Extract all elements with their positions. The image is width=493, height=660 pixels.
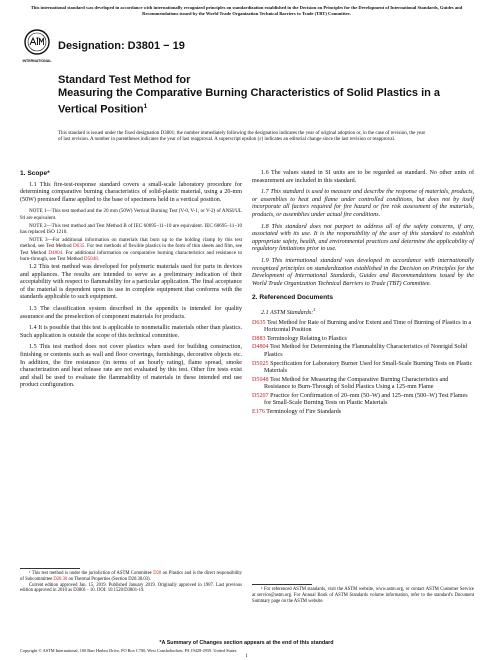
footnote-1-text-c: on Thermal Properties (Section D20.30.03). — [67, 576, 151, 582]
para-1-2: 1.2 This test method was developed for polymeric materials used for parts in devices and appliances. The results are intended to serve as a preliminary indication of their acceptability with respect to flammability for a particular application. The final acceptance of the material is dependent upon its use in complete equipment that conforms with the standards applicable to such equipment. — [20, 264, 242, 301]
para-1-1: 1.1 This fire-test-response standard covers a small-scale laboratory procedure for determining comparative burning characteristics of solid-plastic material, using a 20-mm (50W) premixed flame applied to the base of specimens held in a vertical position. — [20, 181, 242, 203]
link-d635[interactable]: D635 — [72, 243, 85, 250]
reference-code-link[interactable]: D4804 — [252, 344, 269, 351]
reference-code-link[interactable]: D5025 — [252, 360, 269, 367]
footnote-1-text-b: on Plastics and is the direct responsibility of Subcommittee — [20, 571, 242, 582]
astm-logo-icon — [24, 29, 50, 65]
referenced-documents-heading: 2. Referenced Documents — [252, 294, 333, 302]
logo-text: INTERNATIONAL — [22, 59, 52, 63]
issued-note: This standard is issued under the fixed designation D3801; the number immediately following the designation indicates the year of original adoption or, in the case of revision, the year of last revision. A number in parentheses indicates the year of last reapproval. A superscript epsilon (ε) indicates an editorial change since the last revision or reapproval. — [58, 131, 426, 143]
link-d4804[interactable]: D4804 — [48, 249, 63, 256]
reference-item — [252, 409, 474, 417]
title-main: Measuring the Comparative Burning Characteristics of Solid Plastics in a Vertical Position — [58, 87, 441, 116]
footnote-1 — [20, 571, 242, 594]
note-2: NOTE 2—This test method and Test Method B of IEC 60695–11–10 are equivalent. IEC 60695–11–10 has replaced ISO 1210. — [20, 222, 242, 235]
copyright-line: Copyright © ASTM International, 100 Barr Harbor Drive, PO Box C700, West Conshohocken, PA 19428-2959. United States — [20, 648, 237, 653]
reference-item — [252, 361, 474, 376]
para-1-3: 1.3 The classification system described in the appendix is intended for quality assurance and the preselection of component materials for products. — [20, 305, 242, 320]
reference-title: Specification for Laboratory Burner Used for Small-Scale Burning Tests on Plastic Materials — [264, 360, 473, 375]
para-1-5: 1.5 This test method does not cover plastics when used for building construction, finishing or contents such as wall and floor coverings, furnishings, decorative objects etc. In addition, the fire resistance (in terms of an hourly rating), flame spread, smoke characterization and heat release rate are not evaluated by this test. Other fire tests exist and shall be used to evaluate the flammability of materials in these intended end use product configuration. — [20, 344, 242, 389]
reference-code-link[interactable]: D5207 — [252, 392, 269, 399]
reference-code-link[interactable]: D635 — [252, 319, 266, 326]
reference-code-link[interactable]: D883 — [252, 335, 266, 342]
reference-item — [252, 393, 474, 408]
para-1-9: 1.9 This international standard was developed in accordance with internationally recognized principles on standardization established in the Decision on Principles for the Development of International Standards, Guides and Recommendations issued by the World Trade Organization Technical Barriers to Trade (TBT) Committee. — [252, 257, 474, 287]
reference-item — [252, 336, 474, 344]
title-footnote-mark: 1 — [143, 103, 148, 110]
reference-title: Terminology Relating to Plastics — [265, 335, 347, 342]
link-d5048[interactable]: D5048 — [83, 255, 98, 262]
reference-code-link[interactable]: D5048 — [252, 376, 269, 383]
para-1-8: 1.8 This standard does not purport to address all of the safety concerns, if any, associated with its use. It is the responsibility of the user of this standard to establish appropriate safety, health, and environmental practices and determine the applicability of regulatory limitations prior to use. — [252, 223, 474, 253]
footnote-1-edition: Current edition approved Jan. 15, 2019. Published January 2019. Originally approved in 1987. Last previous edition approved in 2010 as D3801 - 10. DOI: 10.1520/D3801-19. — [20, 582, 242, 594]
note-3-text-c: . For additional information on comparative burning characteristics and resistance to burn-through, see Test Method — [20, 249, 242, 262]
reference-item — [252, 320, 474, 335]
right-column — [252, 170, 474, 418]
reference-title: Test Method for Determining the Flammability Characteristics of Nonrigid Solid Plastics — [264, 344, 468, 358]
astm-standards-label: 2.1 ASTM Standards: — [261, 309, 314, 316]
note-3-text-a: NOTE 3—For additional information on materials that burn up to the holding clamp by this test method, see Test Method — [20, 237, 242, 250]
link-d20-30[interactable]: D20.30 — [53, 576, 68, 582]
reference-title: Test Method for Rate of Burning and/or Extent and Time of Burning of Plastics in a Horizontal Position — [264, 319, 472, 334]
reference-list — [252, 320, 474, 417]
astm-standards-mark: 2 — [313, 306, 316, 312]
note-3-text-d: . — [97, 255, 100, 262]
title-line-2 — [58, 87, 458, 117]
note-1: NOTE 1—This test method and the 20 mm (50W) Vertical Burning Test (V-0, V-1, or V-2) of ANSI/UL 94 are equivalent. — [20, 208, 242, 221]
footnote-1-line — [20, 571, 242, 583]
document-title — [58, 74, 458, 117]
footnote-rule-left — [20, 568, 80, 569]
astm-standards-intro — [252, 306, 474, 318]
left-column — [20, 170, 242, 394]
para-1-7: 1.7 This standard is used to measure and describe the response of materials, products, or assemblies to heat and flame under controlled conditions, but does not by itself incorporate all factors required for fire hazard or fire risk assessment of the materials, products, or assemblies under actual fire conditions. — [252, 189, 474, 218]
note-3 — [20, 237, 242, 262]
para-1-4: 1.4 It is possible that this test is applicable to nonmetallic materials other than plastics. Such application is outside the scope of this technical committee. — [20, 325, 242, 339]
reference-title: Practice for Confirmation of 20–mm (50–W) and 125–mm (500–W) Test Flames for Small-Scale Burning Tests on Plastic Materials — [264, 392, 468, 407]
link-d20[interactable]: D20 — [153, 571, 162, 576]
reference-code-link[interactable]: E176 — [252, 409, 265, 416]
title-line-1: Standard Test Method for — [58, 74, 191, 86]
designation: Designation: D3801 − 19 — [58, 40, 185, 52]
reference-title: Terminology of Fire Standards — [264, 409, 342, 416]
astm-logo — [24, 29, 50, 65]
footnote-rule-right — [252, 584, 312, 585]
page-number: 1 — [245, 654, 248, 659]
footnote-2: ² For referenced ASTM standards, visit the ASTM website, www.astm.org, or contact ASTM Customer Service at service@astm.org. For Annual Book of ASTM Standards volume information, refer to the standard's Document Summary page on the ASTM website. — [252, 587, 474, 604]
summary-of-changes-note: *A Summary of Changes section appears at the end of this standard — [159, 640, 334, 646]
note-3-text-b: . For test methods of flexible plastics in the form of thin sheets and film, see Test Method — [20, 243, 242, 256]
reference-item — [252, 377, 474, 392]
footnote-1-text-a: ¹ This test method is under the jurisdiction of ASTM Committee — [29, 571, 154, 576]
scope-heading: 1. Scope* — [20, 170, 50, 177]
tbt-notice: This international standard was developed in accordance with internationally recognized principles on standardization established in the Decision on Principles for the Development of International Standards, Guides and Recommendations issued by the World Trade Organization Technical Barriers to Trade (TBT) Committee. — [30, 5, 463, 16]
reference-title: Test Method for Measuring the Comparative Burning Characteristics and Resistance to Burn-Through of Solid Plastics Using a 125-mm Flame — [264, 376, 449, 391]
reference-item — [252, 344, 474, 359]
para-1-6: 1.6 The values stated in SI units are to be regarded as standard. No other units of measurement are included in this standard. — [252, 170, 474, 184]
